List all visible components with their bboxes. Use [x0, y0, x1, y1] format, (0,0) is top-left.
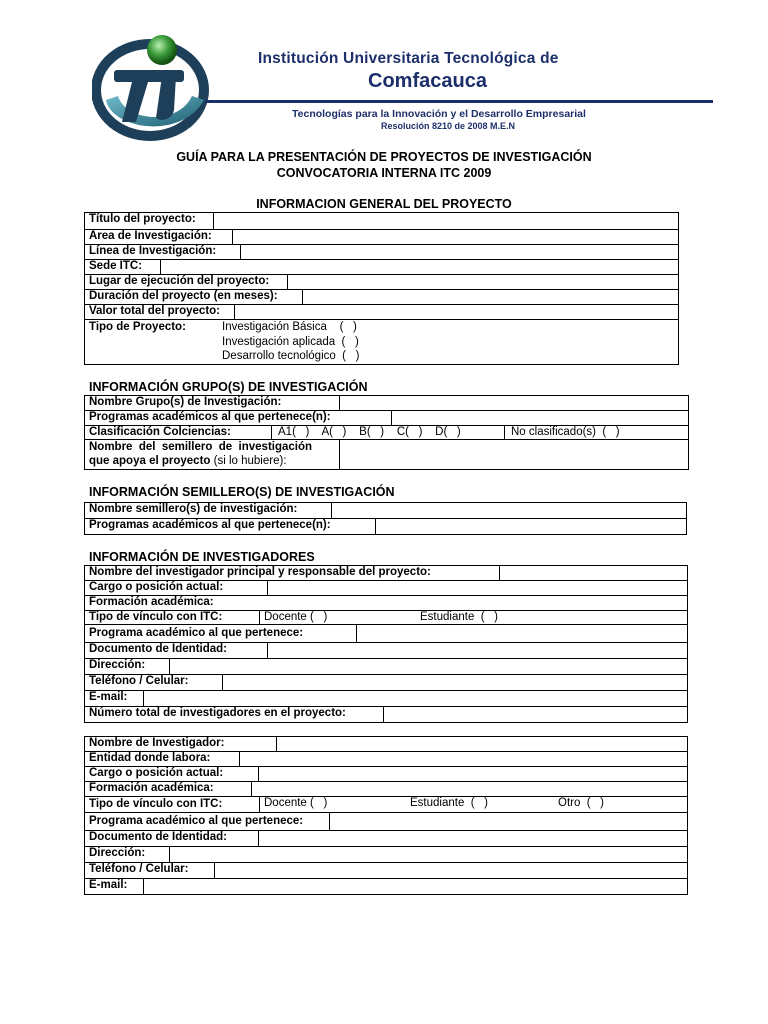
- institution-name-line1: Institución Universitaria Tecnológica de: [258, 50, 559, 67]
- clasificacion-options[interactable]: A1( ) A( ) B( ) C( ) D( ): [271, 426, 504, 439]
- investigador-otro-option[interactable]: Otro ( ): [558, 797, 604, 809]
- valor-field[interactable]: [234, 305, 678, 319]
- semillero-apoyo-note: (si lo hubiere):: [210, 455, 287, 467]
- area-label: Area de Investigación:: [89, 230, 212, 242]
- document-title: GUÍA PARA LA PRESENTACIÓN DE PROYECTOS DE INVESTIGACIÓN: [176, 150, 592, 164]
- titulo-label: Título del proyecto:: [89, 213, 196, 225]
- cargo-label: Cargo o posición actual:: [89, 581, 224, 593]
- semillero-nombre-label: Nombre semillero(s) de investigación:: [89, 503, 298, 515]
- investigador-email-label: E-mail:: [89, 879, 128, 891]
- investigador-nombre-field[interactable]: [276, 737, 687, 751]
- titulo-field[interactable]: [213, 213, 678, 229]
- tipo-label: Tipo de Proyecto:: [89, 321, 186, 334]
- no-clasificado-option[interactable]: No clasificado(s) ( ): [504, 426, 688, 439]
- programa-label: Programa académico al que pertenece:: [89, 627, 304, 639]
- investigador-documento-label: Documento de Identidad:: [89, 831, 227, 843]
- vinculo-label: Tipo de vínculo con ITC:: [89, 611, 223, 623]
- investigador-estudiante-option[interactable]: Estudiante ( ): [410, 797, 488, 809]
- tipo-option-aplicada[interactable]: Investigación aplicada ( ): [222, 335, 359, 348]
- investigador-email-field[interactable]: [143, 879, 687, 894]
- programa-field[interactable]: [356, 625, 687, 642]
- email-label: E-mail:: [89, 691, 128, 703]
- sede-label: Sede ITC:: [89, 260, 143, 272]
- investigador-programa-field[interactable]: [329, 813, 687, 830]
- investigador-formacion-field[interactable]: [251, 782, 687, 796]
- investigador-nombre-label: Nombre de Investigador:: [89, 737, 225, 749]
- semillero-apoyo-field[interactable]: [339, 440, 688, 469]
- investigador-direccion-label: Dirección:: [89, 847, 146, 859]
- general-info-heading: INFORMACION GENERAL DEL PROYECTO: [256, 197, 512, 211]
- telefono-label: Teléfono / Celular:: [89, 675, 189, 687]
- document-header: [0, 0, 768, 145]
- semillero-apoyo-label-line1: Nombre del semillero de investigación: [89, 441, 313, 453]
- direccion-field[interactable]: [169, 659, 687, 674]
- investigador-vinculo-label: Tipo de vínculo con ITC:: [89, 798, 223, 810]
- investigador-documento-field[interactable]: [258, 831, 687, 846]
- institution-slogan: Tecnologías para la Innovación y el Desarrollo Empresarial: [292, 108, 586, 120]
- investigador-cargo-label: Cargo o posición actual:: [89, 767, 224, 779]
- semillero-programas-label: Programas académicos al que pertenece(n):: [89, 519, 331, 531]
- direccion-label: Dirección:: [89, 659, 146, 671]
- investigador-direccion-field[interactable]: [169, 847, 687, 862]
- area-field[interactable]: [232, 230, 678, 244]
- clasificacion-label: Clasificación Colciencias:: [89, 426, 231, 438]
- total-investigadores-field[interactable]: [383, 707, 687, 722]
- general-info-table: [84, 212, 679, 365]
- semilleros-table: [84, 502, 687, 535]
- lugar-label: Lugar de ejecución del proyecto:: [89, 275, 270, 287]
- institution-logo: [92, 30, 212, 142]
- investigador-cargo-field[interactable]: [258, 767, 687, 781]
- formacion-label: Formación académica:: [89, 596, 214, 608]
- grupos-table: [84, 395, 689, 470]
- institution-name-line2: Comfacauca: [368, 70, 487, 92]
- grupo-programas-field[interactable]: [391, 411, 688, 425]
- vinculo-estudiante-option[interactable]: Estudiante ( ): [420, 611, 498, 623]
- valor-label: Valor total del proyecto:: [89, 305, 220, 317]
- investigador-docente-option[interactable]: Docente ( ): [259, 797, 410, 812]
- formacion-field[interactable]: [261, 596, 687, 610]
- entidad-label: Entidad donde labora:: [89, 752, 211, 764]
- document-subtitle: CONVOCATORIA INTERNA ITC 2009: [276, 166, 492, 180]
- institution-resolution: Resolución 8210 de 2008 M.E.N: [381, 121, 516, 131]
- email-field[interactable]: [143, 691, 687, 706]
- semillero-programas-field[interactable]: [375, 519, 686, 534]
- tipo-option-desarrollo[interactable]: Desarrollo tecnológico ( ): [222, 350, 360, 363]
- sede-field[interactable]: [160, 260, 678, 274]
- telefono-field[interactable]: [222, 675, 687, 690]
- investigador-principal-field[interactable]: [499, 566, 687, 580]
- investigador-principal-label: Nombre del investigador principal y responsable del proyecto:: [89, 566, 431, 578]
- header-rule: [205, 100, 713, 103]
- investigador-table: [84, 736, 688, 895]
- total-investigadores-label: Número total de investigadores en el proyecto:: [89, 707, 346, 719]
- grupo-nombre-label: Nombre Grupo(s) de Investigación:: [89, 396, 282, 408]
- linea-field[interactable]: [240, 245, 678, 259]
- duracion-field[interactable]: [302, 290, 678, 304]
- entidad-field[interactable]: [239, 752, 687, 766]
- linea-label: Línea de Investigación:: [89, 245, 217, 257]
- documento-field[interactable]: [267, 643, 687, 658]
- lugar-field[interactable]: [287, 275, 678, 289]
- semillero-nombre-field[interactable]: [331, 503, 686, 518]
- grupo-nombre-field[interactable]: [339, 396, 688, 410]
- investigador-formacion-label: Formación académica:: [89, 782, 214, 794]
- investigador-telefono-field[interactable]: [214, 863, 687, 878]
- tipo-option-basica[interactable]: Investigación Básica ( ): [222, 321, 357, 334]
- semillero-apoyo-label-line2: que apoya el proyecto: [89, 455, 211, 467]
- documento-label: Documento de Identidad:: [89, 643, 227, 655]
- cargo-field[interactable]: [267, 581, 687, 595]
- investigadores-heading: INFORMACIÓN DE INVESTIGADORES: [89, 550, 315, 564]
- vinculo-docente-option[interactable]: Docente ( ): [259, 611, 420, 624]
- investigador-programa-label: Programa académico al que pertenece:: [89, 815, 304, 827]
- investigador-telefono-label: Teléfono / Celular:: [89, 863, 189, 875]
- grupos-heading: INFORMACIÓN GRUPO(S) DE INVESTIGACIÓN: [89, 380, 368, 394]
- investigador-principal-table: [84, 565, 688, 723]
- semilleros-heading: INFORMACIÓN SEMILLERO(S) DE INVESTIGACIÓN: [89, 485, 395, 499]
- duracion-label: Duración del proyecto (en meses):: [89, 290, 278, 302]
- grupo-programas-label: Programas académicos al que pertenece(n):: [89, 411, 331, 423]
